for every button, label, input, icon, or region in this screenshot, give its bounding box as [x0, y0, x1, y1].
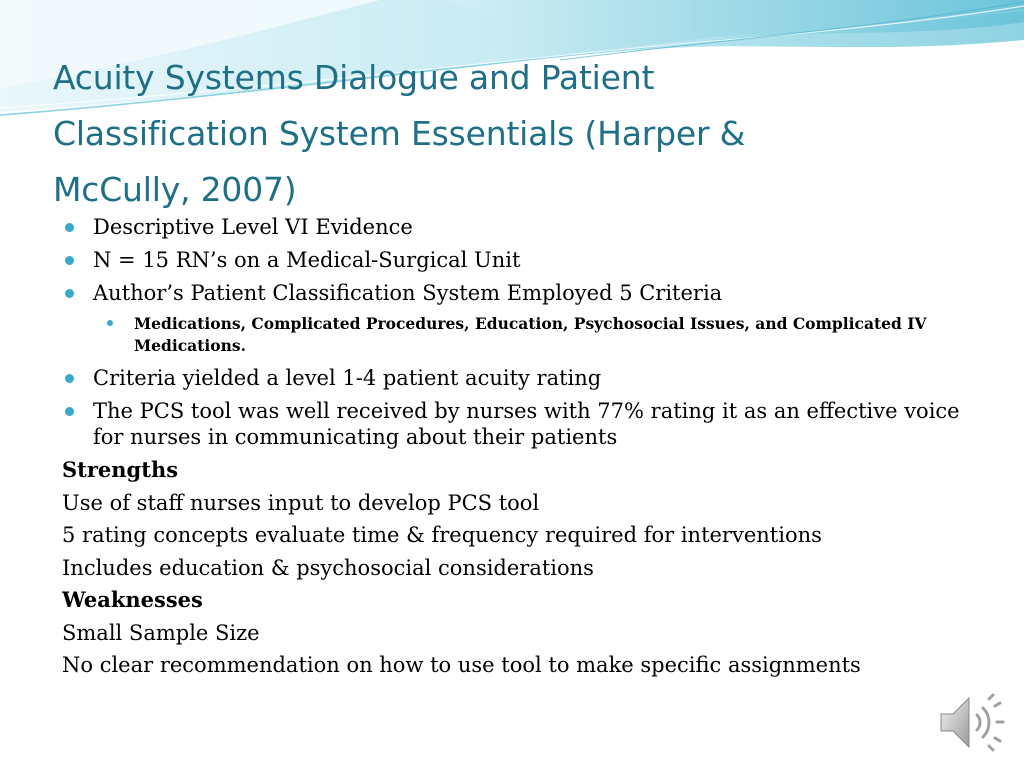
title-line: Classification System Essentials (Harper &: [53, 114, 746, 153]
bullet-list: [62, 214, 962, 450]
bullet-item: Author’s Patient Classification System Employed 5 Criteria: [62, 280, 962, 306]
strength-item: 5 rating concepts evaluate time & frequency required for interventions: [62, 523, 822, 547]
weaknesses-heading: Weaknesses: [62, 587, 203, 612]
slide-title: [53, 50, 953, 218]
bullet-item: N = 15 RN’s on a Medical-Surgical Unit: [62, 247, 962, 273]
bullet-item: Criteria yielded a level 1-4 patient acuity rating: [62, 365, 962, 391]
weakness-item: Small Sample Size: [62, 620, 260, 645]
slide-body: [62, 214, 962, 685]
speaker-icon[interactable]: [937, 690, 1007, 755]
strength-item: Use of staff nurses input to develop PCS tool: [62, 490, 540, 515]
sub-bullet-list: [62, 313, 962, 357]
title-line: McCully, 2007): [53, 170, 297, 209]
weakness-item: No clear recommendation on how to use tool to make specific assignments: [62, 653, 861, 677]
strengths-heading: Strengths: [62, 457, 179, 482]
sub-bullet-item: Medications, Complicated Procedures, Education, Psychosocial Issues, and Complicated IV Medications.: [103, 313, 962, 357]
bullet-item: Descriptive Level VI Evidence: [62, 214, 962, 240]
title-line: Acuity Systems Dialogue and Patient: [53, 58, 655, 97]
strength-item: Includes education & psychosocial considerations: [62, 555, 594, 580]
sub-bullet-container: [62, 313, 962, 357]
bullet-item: The PCS tool was well received by nurses with 77% rating it as an effective voice for nurses in communicating about their patients: [62, 398, 962, 450]
